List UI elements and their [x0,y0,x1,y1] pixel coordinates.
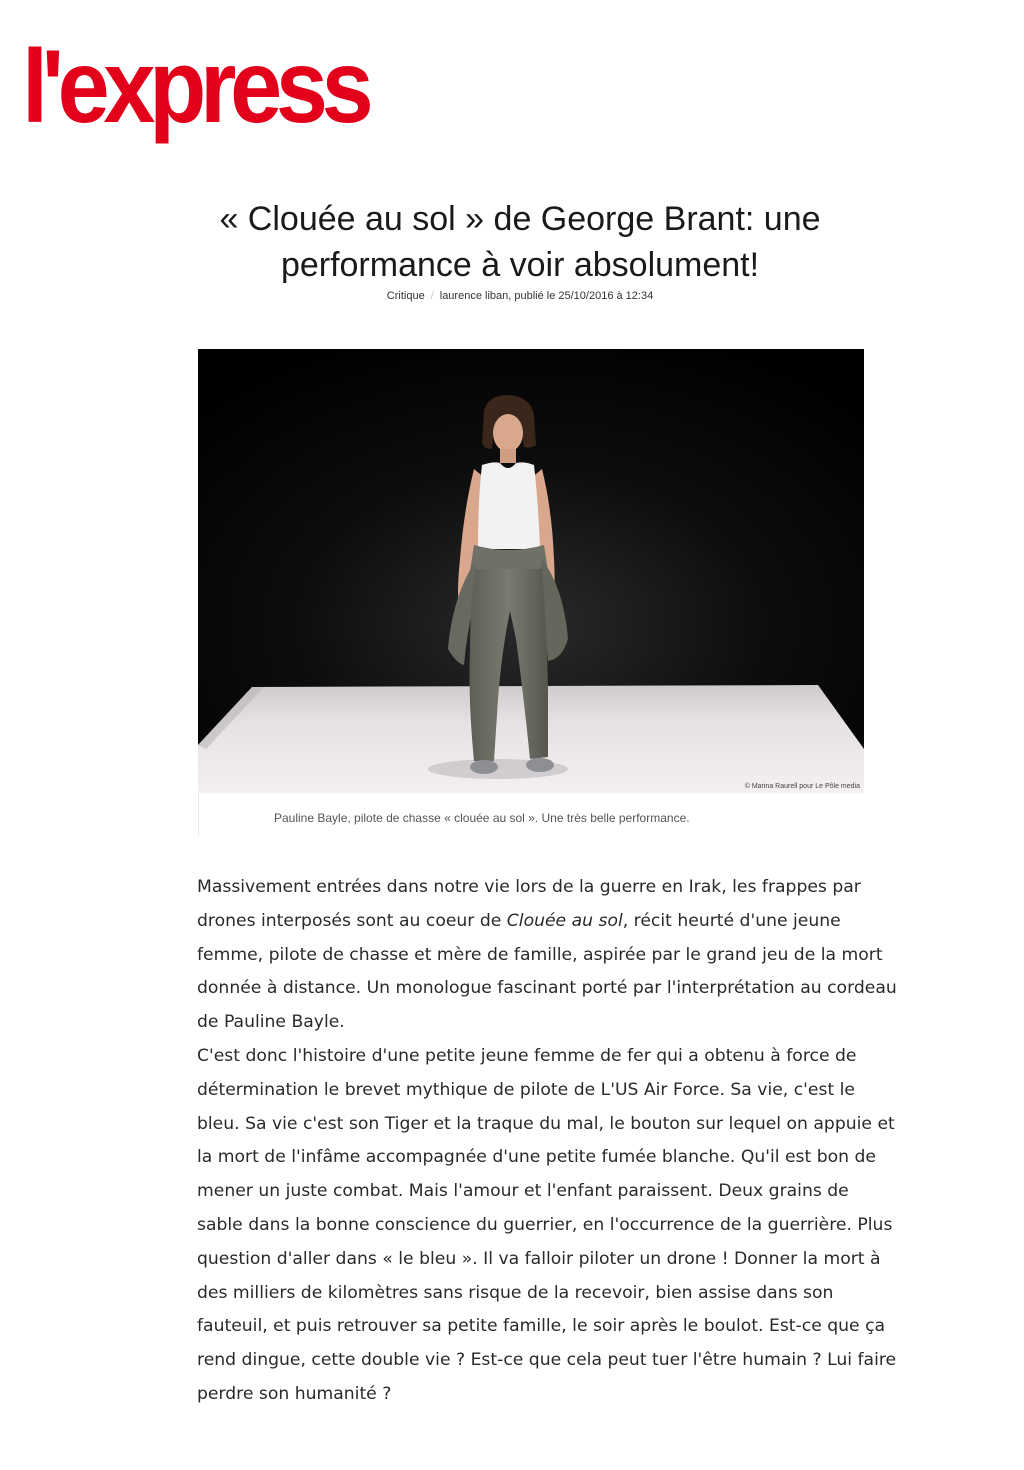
article-title: « Clouée au sol » de George Brant: une performance à voir absolument! [219,200,821,284]
meta-separator: / [430,290,434,302]
intro-text-start: Massivement entrées dans notre vie lors de la guerre en Irak, les frappes par drones interposés sont au coeur de [197,877,861,931]
category-link[interactable]: Critique [386,290,425,302]
article-intro-paragraph [197,871,897,1040]
article-body-paragraph: C'est donc l'histoire d'une petite jeune femme de fer qui a obtenu à force de détermination le brevet mythique de pilote de L'US Air Force. Sa vie, c'est le bleu. Sa vie c'est son Tiger et la traque du mal, le bouton sur lequel on appuie et la mort de l'infâme accompagnée d'une petite fumée blanche. Qu'il est bon de mener un juste combat. Mais l'amour et l'enfant paraissent. Deux grains de sable dans la bonne conscience du guerrier, en l'occurrence de la guerrière. Plus question d'aller dans « le bleu ». Il va falloir piloter un drone ! Donner la mort à des milliers de kilomètres sans risque de la recevoir, bien assise dans son fauteuil, et puis retrouver sa petite famille, le soir après le boulot. Est-ce que ça rend dingue, cette double vie ? Est-ce que cela peut tuer l'être humain ? Lui faire perdre son humanité ? [197,1045,897,1404]
express-logo[interactable] [22,28,368,150]
play-title: Clouée au sol [506,910,623,931]
intro-text-end: , récit heurté d'une jeune femme, pilote de chasse et mère de famille, aspirée par le grand jeu de la mort donnée à distance. Un monologue fascinant porté par l'interprétation au cordeau de Pauline Bayle. [197,910,897,1033]
article-meta [200,290,840,302]
logo-wordmark: l'express [22,29,368,145]
photo-caption: Pauline Bayle, pilote de chasse « clouée au sol ». Une très belle performance. [274,811,690,825]
article-photo [198,349,864,793]
byline: laurence liban, publié le 25/10/2016 à 12:34 [439,290,654,302]
photo-credit: © Marina Raurell pour Le Pôle media [744,783,860,790]
stage-photo-illustration [198,349,864,793]
article-body [197,871,897,1412]
